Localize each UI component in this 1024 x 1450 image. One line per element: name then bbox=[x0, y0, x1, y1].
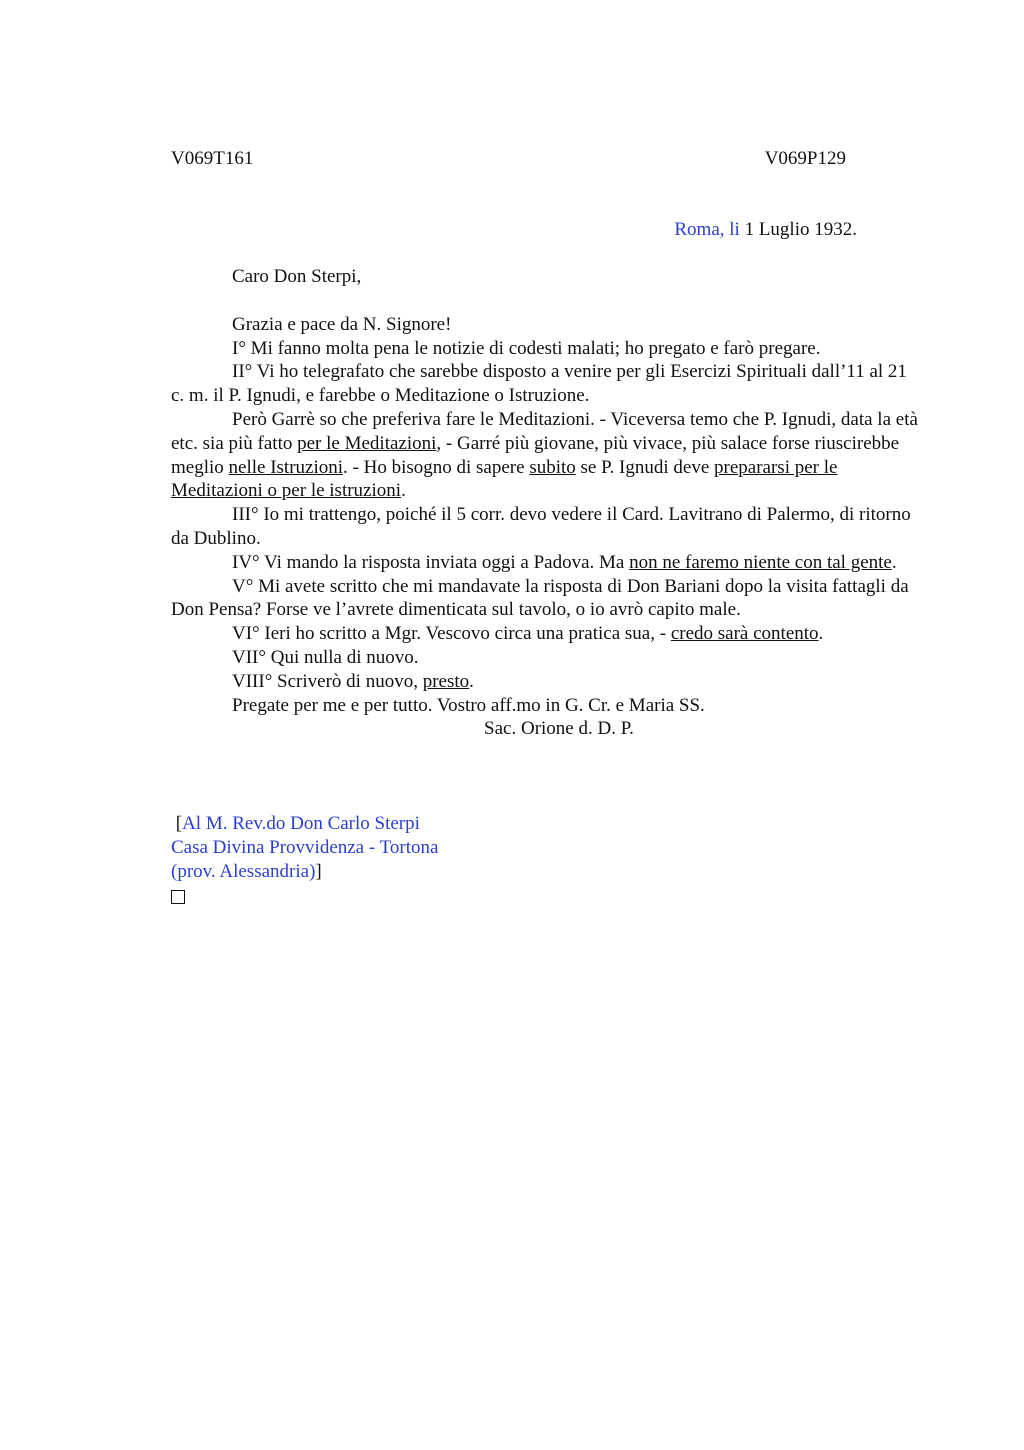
code-left: V069T161 bbox=[171, 148, 254, 169]
p7-text-a: VI° Ieri ho scritto a Mgr. Vescovo circa una pratica sua, - bbox=[232, 623, 671, 645]
paragraph-6: V° Mi avete scritto che mi mandavate la risposta di Don Bariani dopo la visita fattagli da Don Pensa? Forse ve l’avrete dimenticata sul tavolo, o io avrò capito male. bbox=[171, 575, 909, 621]
paragraph-10: Pregate per me e per tutto. Vostro aff.mo in G. Cr. e Maria SS. bbox=[232, 694, 705, 716]
paragraph-3 bbox=[171, 408, 923, 503]
p3-underline-3: subito bbox=[529, 456, 576, 478]
p3-underline-2: nelle Istruzioni bbox=[228, 456, 344, 478]
address-recipient: Al M. Rev.do Don Carlo Sterpi bbox=[182, 813, 420, 834]
p3-text-c: . - Ho bisogno di sapere bbox=[343, 456, 530, 478]
code-right: V069P129 bbox=[764, 148, 846, 169]
address-open-bracket: [ bbox=[171, 813, 183, 834]
document-codes bbox=[171, 147, 846, 171]
p3-text-b: , - Garré più giovane, più vivace, più salace forse riuscirebbe meglio bbox=[171, 432, 900, 478]
square-icon bbox=[171, 890, 185, 904]
p9-text-b: . bbox=[469, 670, 474, 692]
p5-text-a: IV° Vi mando la risposta inviata oggi a Padova. Ma bbox=[232, 551, 630, 573]
p5-underline: non ne faremo niente con tal gente bbox=[629, 551, 892, 573]
dateline-place: Roma, li bbox=[674, 219, 740, 240]
p7-text-b: . bbox=[818, 623, 824, 645]
paragraph-1: I° Mi fanno molta pena le notizie di codesti malati; ho pregato e farò pregare. bbox=[232, 337, 821, 359]
signature: Sac. Orione d. D. P. bbox=[484, 718, 634, 740]
letter-body bbox=[171, 265, 923, 741]
p3-text-d: se P. Ignudi deve bbox=[575, 456, 715, 478]
address-block bbox=[171, 812, 438, 911]
address-province: (prov. Alessandria) bbox=[171, 861, 316, 882]
dateline bbox=[171, 218, 857, 242]
address-close-bracket: ] bbox=[315, 861, 322, 882]
p9-text-a: VIII° Scriverò di nuovo, bbox=[232, 670, 423, 692]
address-line-3 bbox=[171, 860, 438, 884]
salutation: Caro Don Sterpi, bbox=[232, 266, 362, 287]
address-line-2: Casa Divina Provvidenza - Tortona bbox=[171, 837, 439, 858]
paragraph-9 bbox=[171, 670, 923, 694]
p7-underline: credo sarà contento bbox=[670, 623, 819, 645]
p9-underline: presto bbox=[422, 670, 470, 692]
greeting: Grazia e pace da N. Signore! bbox=[232, 313, 452, 335]
paragraph-8: VII° Qui nulla di nuovo. bbox=[232, 646, 419, 668]
end-marker bbox=[171, 884, 438, 911]
p3-underline-1: per le Meditazioni bbox=[297, 432, 437, 454]
paragraph-7 bbox=[171, 622, 923, 646]
p3-underline-4: prepararsi per le Meditazioni o per le istruzioni bbox=[171, 456, 838, 502]
paragraph-5 bbox=[171, 551, 923, 575]
paragraph-2: II° Vi ho telegrafato che sarebbe disposto a venire per gli Esercizi Spirituali dall’11 al 21 c. m. il P. Ignudi, e farebbe o Meditazione o Istruzione. bbox=[171, 361, 907, 407]
address-line-1 bbox=[171, 812, 438, 836]
p3-text-e: . bbox=[401, 480, 406, 502]
paragraph-4: III° Io mi trattengo, poiché il 5 corr. devo vedere il Card. Lavitrano di Palermo, di ritorno da Dublino. bbox=[171, 504, 911, 549]
dateline-date: 1 Luglio 1932. bbox=[739, 219, 857, 240]
p5-text-b: . bbox=[891, 551, 897, 573]
p3-text-a: Però Garrè so che preferiva fare le Meditazioni. - Viceversa temo che P. Ignudi, data la età etc. sia più fatto bbox=[171, 408, 918, 454]
